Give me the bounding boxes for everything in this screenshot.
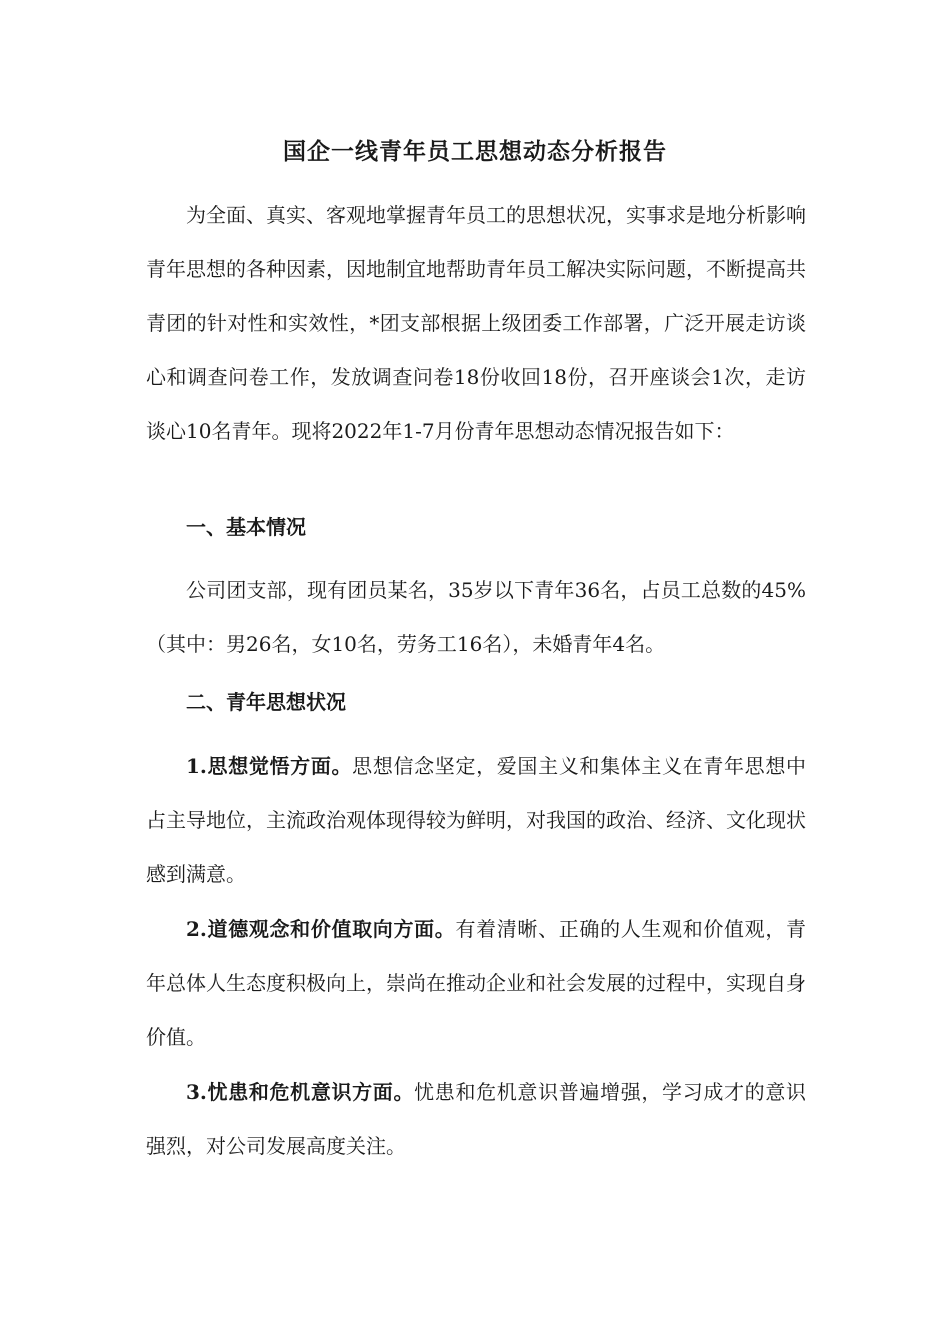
document-title: 国企一线青年员工思想动态分析报告: [283, 138, 667, 165]
item-1-label: 1.思想觉悟方面。: [186, 754, 353, 778]
section-2-heading: 二、青年思想状况: [186, 690, 346, 714]
item-1-paragraph: [146, 739, 806, 901]
item-1-text: 思想信念坚定，爱国主义和集体主义在青年思想中占主导地位，主流政治观体现得较为鲜明，对我国的政治、经济、文化现状感到满意。: [146, 754, 806, 886]
item-3-label: 3.忧患和危机意识方面。: [186, 1080, 415, 1104]
item-3-text: 忧患和危机意识普遍增强，学习成才的意识强烈，对公司发展高度关注。: [146, 1080, 807, 1158]
section-1-paragraph: 公司团支部，现有团员某名，35岁以下青年36名，占员工总数的45%（其中：男26名，女10名，劳务工16名），未婚青年4名。: [146, 578, 806, 656]
item-2-text: 有着清晰、正确的人生观和价值观，青年总体人生态度积极向上，崇尚在推动企业和社会发展的过程中，实现自身价值。: [146, 917, 806, 1049]
item-2-paragraph: [146, 902, 806, 1064]
item-2-label: 2.道德观念和价值取向方面。: [186, 917, 456, 941]
section-1-heading: 一、基本情况: [186, 515, 306, 539]
intro-paragraph: 为全面、真实、客观地掌握青年员工的思想状况，实事求是地分析影响青年思想的各种因素，因地制宜地帮助青年员工解决实际问题，不断提高共青团的针对性和实效性，*团支部根据上级团委工作部署，广泛开展走访谈心和调查问卷工作，发放调查问卷18份收回18份，召开座谈会1次，走访谈心10名青年。现将2022年1-7月份青年思想动态情况报告如下：: [146, 203, 806, 443]
item-3-paragraph: [146, 1065, 806, 1173]
